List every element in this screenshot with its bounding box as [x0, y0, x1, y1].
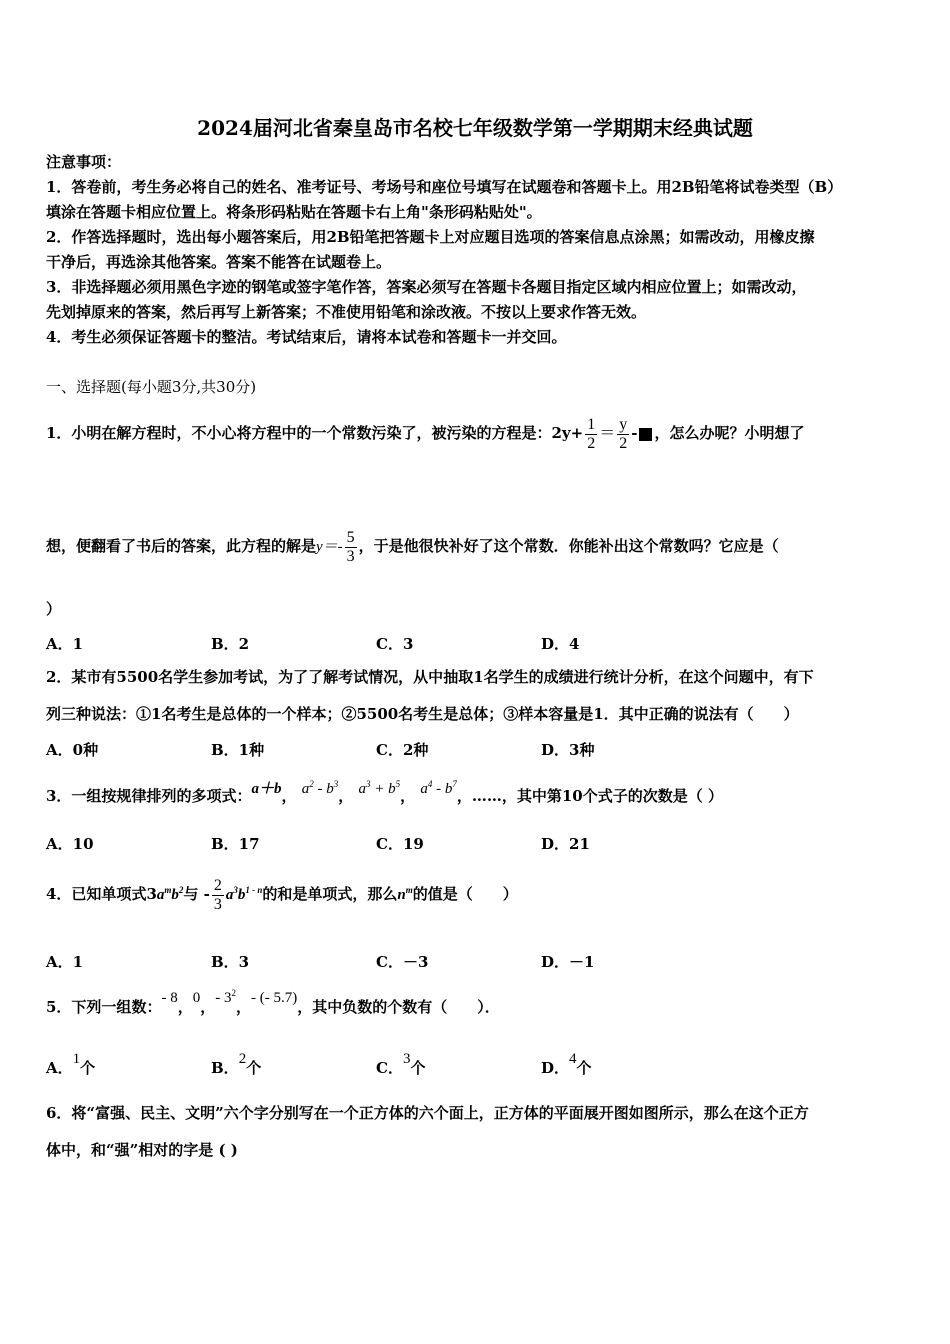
q1-option-b: B．2 — [211, 635, 250, 653]
q1-equation: 2y+ $\frac{1}{2}$ ＝ $\frac{y}{2}$ - — [551, 424, 654, 442]
q1-option-a: A．1 — [46, 635, 84, 653]
q4-option-a: A．1 — [46, 953, 84, 971]
notice-line: 4．考生必须保证答题卡的整洁。考试结束后，请将本试卷和答题卡一并交回。 — [46, 328, 567, 346]
poly-term-2: $a^2 - b^3$ — [301, 779, 339, 797]
q3-option-b: B．17 — [211, 835, 260, 853]
notice-heading: 注意事项： — [46, 153, 122, 171]
q5-option-d: D．4个 — [541, 1051, 592, 1077]
poly-term-1: a＋b — [251, 781, 282, 797]
solution-var: y＝- — [316, 539, 343, 555]
q1-close-paren: ） — [46, 600, 62, 618]
section-heading: 一、选择题(每小题3分,共30分) — [46, 378, 257, 396]
page-title: 2024届河北省秦皇岛市名校七年级数学第一学期期末经典试题 — [197, 116, 753, 140]
q5-option-a: A．1个 — [46, 1051, 96, 1077]
notice-line: 先划掉原来的答案，然后再写上新答案；不准使用铅笔和涂改液。不按以上要求作答无效。 — [46, 303, 647, 321]
fraction: $\frac{1}{2}$ — [587, 415, 596, 452]
question-5: 5．下列一组数：- 8，0，- $3^2$，- (- 5.7)，其中负数的个数有（ ）． — [46, 988, 500, 1016]
poly-term-4: $a^4 - b^7$ — [420, 779, 457, 797]
monomial-2: $a^3b^{1 - n}$ — [225, 885, 263, 903]
notice-line: 1．答卷前，考生务必将自己的姓名、准考证号、考场号和座位号填写在试题卷和答题卡上。用2B铅笔将试卷类型（B） — [46, 178, 843, 196]
q1-option-d: D．4 — [541, 635, 580, 653]
question-4: 4．已知单项式$3a^mb^2$与 - $\frac{2}{3}$ $a^3b^{1 - n}$的和是单项式，那么$n^m$的值是（ ） — [46, 876, 518, 913]
question-1-line-1: 1．小明在解方程时，不小心将方程中的一个常数污染了，被污染的方程是：2y+ $\frac{1}{2}$ ＝ $\frac{y}{2}$ - ，怎么办呢？小明想了 — [46, 415, 805, 452]
q3-option-c: C．19 — [376, 835, 424, 853]
question-3: 3．一组按规律排列的多项式：a＋b， $a^2 - b^3$， $a^3 + b^5$， $a^4 - b^7$，……，其中第10个式子的次数是（ ） — [46, 779, 723, 805]
q2-option-b: B．1种 — [211, 741, 265, 759]
power-expression: $n^m$ — [397, 885, 413, 903]
q1-option-c: C．3 — [376, 635, 414, 653]
fraction: $\frac{y}{2}$ — [619, 415, 628, 452]
ink-blot — [639, 428, 652, 441]
notice-line: 2．作答选择题时，选出每小题答案后，用2B铅笔把答题卡上对应题目选项的答案信息点涂黑；如需改动，用橡皮擦 — [46, 228, 815, 246]
number-2: 0 — [192, 990, 201, 1006]
question-1-line-2: 想，便翻看了书后的答案，此方程的解是y＝- $\frac{5}{3}$ ，于是他很快补好了这个常数．你能补出这个常数吗？它应是（ — [46, 528, 779, 565]
q2-option-a: A．0种 — [46, 741, 99, 759]
notice-line: 干净后，再选涂其他答案。答案不能答在试题卷上。 — [46, 253, 392, 271]
q3-option-a: A．10 — [46, 835, 94, 853]
q5-option-b: B．2个 — [211, 1051, 262, 1077]
question-6-line-1: 6．将“富强、民主、文明”六个字分别写在一个正方体的六个面上，正方体的平面展开图如图所示，那么在这个正方 — [46, 1104, 809, 1122]
question-2-line-1: 2．某市有5500名学生参加考试，为了了解考试情况，从中抽取1名学生的成绩进行统计分析，在这个问题中，有下 — [46, 668, 814, 686]
number-3: - $3^2$ — [215, 988, 236, 1006]
notice-line: 填涂在答题卡相应位置上。将条形码粘贴在答题卡右上角"条形码粘贴处"。 — [46, 203, 542, 221]
number-1: - 8 — [161, 990, 178, 1006]
monomial-1: $a^mb^2$ — [156, 885, 184, 903]
q3-option-d: D．21 — [541, 835, 590, 853]
q2-option-c: C．2种 — [376, 741, 429, 759]
q1-text: 1．小明在解方程时，不小心将方程中的一个常数污染了，被污染的方程是： — [46, 424, 552, 442]
notice-line: 3．非选择题必须用黑色字迹的钢笔或签字笔作答，答案必须写在答题卡各题目指定区域内相应位置上；如需改动， — [46, 278, 807, 296]
q4-option-d: D．－1 — [541, 953, 595, 971]
q2-option-d: D．3种 — [541, 741, 595, 759]
q5-option-c: C．3个 — [376, 1051, 426, 1077]
fraction: $\frac{2}{3}$ — [213, 876, 222, 913]
q4-option-c: C．－3 — [376, 953, 429, 971]
question-2-line-2: 列三种说法：①1名考生是总体的一个样本；②5500名考生是总体；③样本容量是1．其中正确的说法有（ ） — [46, 705, 799, 723]
fraction: $\frac{5}{3}$ — [346, 528, 355, 565]
q4-option-b: B．3 — [211, 953, 250, 971]
question-6-line-2: 体中，和“强”相对的字是 ( ) — [46, 1141, 238, 1159]
poly-term-3: $a^3 + b^5$ — [358, 779, 401, 797]
number-4: - (- 5.7) — [251, 990, 298, 1006]
